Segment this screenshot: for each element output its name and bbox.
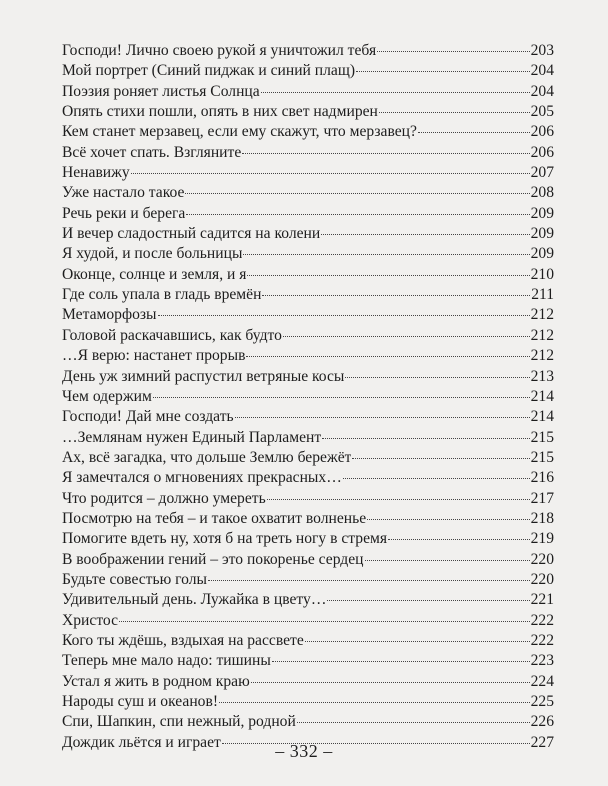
entry-page-number: 222 — [530, 631, 554, 649]
toc-entry — [62, 428, 554, 448]
entry-page-number: 203 — [530, 42, 554, 59]
entry-title: Поэзия роняет листья Солнца — [62, 82, 260, 100]
entry-title: Посмотрю на тебя – и такое охватит волненье — [62, 509, 367, 527]
entry-page-number: 227 — [530, 733, 554, 751]
entry-page-number: 205 — [530, 103, 554, 121]
dot-leader — [185, 193, 529, 194]
dot-leader — [297, 722, 530, 723]
toc-entry — [62, 529, 554, 549]
entry-page-number: 215 — [530, 448, 554, 466]
toc-entry — [62, 143, 554, 163]
toc-entry — [62, 692, 554, 712]
toc-entry — [62, 489, 554, 509]
toc-entry — [62, 611, 554, 631]
toc-entry — [62, 102, 554, 122]
toc-entry — [62, 305, 554, 325]
dot-leader — [327, 600, 529, 601]
entry-title: Головой раскачавшись, как будто — [62, 326, 282, 344]
entry-title: И вечер сладостный садится на колени — [62, 225, 321, 243]
toc-entry — [62, 285, 554, 305]
dot-leader — [158, 315, 530, 316]
toc-entry — [62, 326, 554, 346]
entry-title: Господи! Дай мне создать — [62, 408, 234, 426]
dot-leader — [377, 51, 529, 52]
entry-page-number: 207 — [530, 164, 554, 182]
dot-leader — [305, 641, 530, 642]
entry-title: Теперь мне мало надо: тишины — [62, 652, 271, 670]
entry-page-number: 212 — [530, 306, 554, 324]
dot-leader — [246, 356, 529, 357]
entry-page-number: 222 — [530, 611, 554, 629]
dot-leader — [261, 92, 530, 93]
dot-leader — [321, 234, 529, 235]
entry-title: Кого ты ждёшь, вздыхая на рассвете — [62, 631, 304, 649]
entry-page-number: 206 — [530, 143, 554, 161]
entry-title: Уже настало такое — [62, 184, 185, 202]
toc-entry — [62, 61, 554, 81]
toc-entry — [62, 672, 554, 692]
entry-title: Опять стихи пошли, опять в них свет надмирен — [62, 103, 378, 121]
toc-entry — [62, 651, 554, 671]
entry-title: Ах, всё загадка, что дольше Землю бережёт — [62, 448, 352, 466]
entry-title: …Землянам нужен Единый Парламент — [62, 428, 322, 446]
entry-page-number: 215 — [530, 428, 554, 446]
entry-page-number: 213 — [530, 367, 554, 385]
entry-page-number: 216 — [530, 469, 554, 487]
toc-entry — [62, 367, 554, 387]
dot-leader — [119, 621, 530, 622]
entry-page-number: 214 — [530, 408, 554, 426]
entry-page-number: 220 — [530, 550, 554, 568]
toc-entry — [62, 712, 554, 732]
toc-entry — [62, 346, 554, 366]
entry-title: …Я верю: настанет прорыв — [62, 347, 246, 365]
dot-leader — [356, 71, 530, 72]
dot-leader — [247, 275, 529, 276]
entry-title: Христос — [62, 611, 119, 629]
entry-page-number: 209 — [530, 245, 554, 263]
entry-page-number: 214 — [530, 387, 554, 405]
toc-entry — [62, 204, 554, 224]
toc-entry — [62, 631, 554, 651]
dot-leader — [388, 539, 530, 540]
dot-leader — [418, 132, 530, 133]
entry-page-number: 224 — [530, 672, 554, 690]
dot-leader — [235, 417, 530, 418]
toc-entry — [62, 387, 554, 407]
page-number: – 332 – — [275, 741, 333, 761]
entry-page-number: 219 — [530, 530, 554, 548]
dot-leader — [242, 153, 529, 154]
dot-leader — [186, 214, 529, 215]
dot-leader — [367, 519, 529, 520]
entry-title: Всё хочет спать. Взгляните — [62, 143, 242, 161]
dot-leader — [243, 254, 529, 255]
toc-entry — [62, 590, 554, 610]
entry-title: Будьте совестью голы — [62, 570, 208, 588]
entry-title: Мой портрет (Синий пиджак и синий плащ) — [62, 62, 356, 80]
toc-entry — [62, 82, 554, 102]
dot-leader — [131, 173, 530, 174]
entry-title: Что родится – должно умереть — [62, 489, 266, 507]
entry-title: Народы суш и океанов! — [62, 693, 219, 710]
dot-leader — [219, 702, 530, 703]
entry-title: Я замечтался о мгновениях прекрасных… — [62, 469, 342, 487]
toc-entry — [62, 41, 554, 61]
entry-title: Удивительный день. Лужайка в цвету… — [62, 591, 327, 609]
entry-title: День уж зимний распустил ветряные косы — [62, 367, 345, 385]
entry-page-number: 210 — [530, 265, 554, 283]
entry-title: Кем станет мерзавец, если ему скажут, что мерзавец? — [62, 123, 417, 141]
entry-page-number: 218 — [530, 509, 554, 527]
table-of-contents — [62, 41, 554, 753]
dot-leader — [153, 397, 530, 398]
entry-page-number: 212 — [530, 326, 554, 344]
toc-entry — [62, 265, 554, 285]
entry-title: Чем одержим — [62, 387, 152, 405]
entry-page-number: 212 — [530, 347, 554, 365]
entry-page-number: 226 — [530, 713, 554, 731]
dot-leader — [365, 560, 530, 561]
dot-leader — [379, 112, 530, 113]
entry-page-number: 204 — [530, 62, 554, 80]
dot-leader — [272, 661, 530, 662]
dot-leader — [262, 295, 530, 296]
entry-page-number: 209 — [530, 204, 554, 222]
entry-page-number: 223 — [530, 652, 554, 670]
entry-title: Господи! Лично своею рукой я уничтожил тебя — [62, 42, 377, 59]
toc-entry — [62, 122, 554, 142]
toc-entry — [62, 163, 554, 183]
dot-leader — [322, 438, 529, 439]
entry-page-number: 217 — [530, 489, 554, 507]
entry-title: Помогите вдеть ну, хотя б на треть ногу в стремя — [62, 530, 388, 548]
entry-page-number: 211 — [531, 286, 554, 304]
dot-leader — [283, 336, 530, 337]
entry-title: Метаморфозы — [62, 306, 157, 324]
toc-entry — [62, 244, 554, 264]
toc-entry — [62, 468, 554, 488]
entry-page-number: 221 — [530, 591, 554, 609]
entry-title: В воображении гений – это покоренье сердец — [62, 550, 364, 568]
dot-leader — [345, 377, 529, 378]
toc-entry — [62, 509, 554, 529]
entry-page-number: 209 — [530, 225, 554, 243]
entry-title: Спи, Шапкин, спи нежный, родной — [62, 713, 296, 731]
dot-leader — [352, 458, 529, 459]
entry-title: Где соль упала в гладь времён — [62, 286, 262, 304]
toc-entry — [62, 448, 554, 468]
toc-entry — [62, 550, 554, 570]
entry-title: Речь реки и берега — [62, 204, 186, 222]
entry-page-number: 208 — [530, 184, 554, 202]
dot-leader — [251, 682, 530, 683]
dot-leader — [267, 499, 530, 500]
toc-entry — [62, 224, 554, 244]
entry-title: Устал я жить в родном краю — [62, 672, 250, 690]
dot-leader — [208, 580, 530, 581]
dot-leader — [343, 478, 530, 479]
entry-title: Дождик льётся и играет — [62, 733, 221, 751]
entry-page-number: 204 — [530, 82, 554, 100]
toc-entry — [62, 183, 554, 203]
toc-entry — [62, 570, 554, 590]
entry-page-number: 220 — [530, 570, 554, 588]
entry-page-number: 206 — [530, 123, 554, 141]
entry-page-number: 225 — [530, 693, 554, 710]
entry-title: Оконце, солнце и земля, и я — [62, 265, 247, 283]
entry-title: Ненавижу — [62, 164, 130, 182]
toc-entry — [62, 407, 554, 427]
entry-title: Я худой, и после больницы — [62, 245, 243, 263]
